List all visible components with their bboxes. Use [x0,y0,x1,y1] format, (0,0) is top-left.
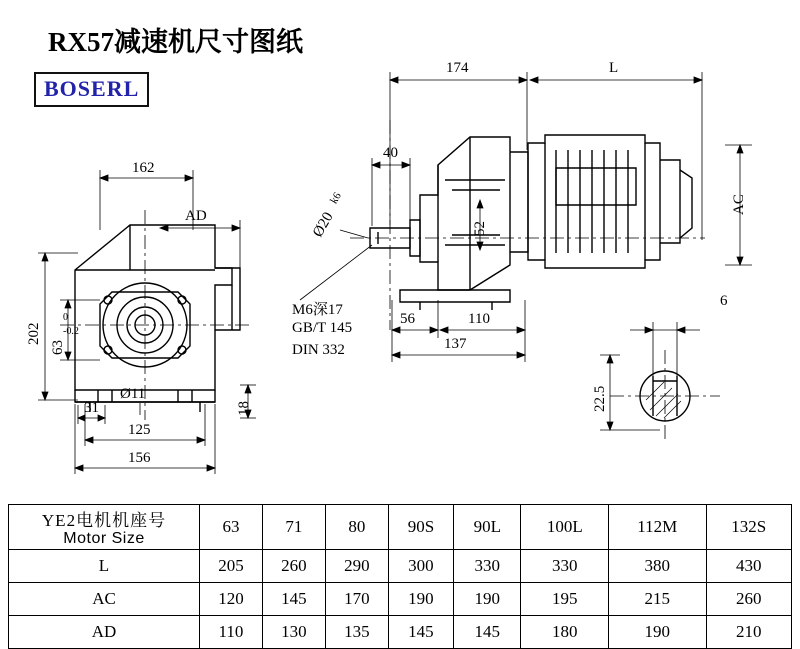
table-cell: 195 [521,583,609,616]
table-col-header: 90L [454,505,521,550]
note-gbt145: GB/T 145 [292,320,353,336]
dim-156: 156 [128,450,151,466]
table-col-header: 132S [706,505,792,550]
table-cell: 110 [200,616,263,649]
dim-d11: Ø11 [120,386,146,402]
table-cell: 190 [609,616,706,649]
table-cell: 145 [388,616,453,649]
dim-110: 110 [468,311,490,327]
dim-56: 56 [400,311,415,327]
table-col-header: 71 [262,505,325,550]
table-cell: 190 [388,583,453,616]
dim-137: 137 [444,336,467,352]
note-din332: DIN 332 [292,342,345,358]
table-cell: 330 [454,550,521,583]
table-cell: 120 [200,583,263,616]
dim-ad: AD [185,208,207,224]
page-title: RX57减速机尺寸图纸 [48,27,303,57]
dim-key-22-5: 22.5 [592,385,608,412]
table-row-label: AD [9,616,200,649]
brand-logo-text: BOSERL [44,76,140,101]
table-cell: 145 [454,616,521,649]
table-header-label-en: Motor Size [63,530,145,548]
table-cell: 260 [706,583,792,616]
table-cell: 180 [521,616,609,649]
table-cell: 170 [325,583,388,616]
table-header-label [9,505,200,550]
dim-40: 40 [383,145,398,161]
table-cell: 145 [262,583,325,616]
table-cell: 430 [706,550,792,583]
table-cell: 135 [325,616,388,649]
table-cell: 215 [609,583,706,616]
dim-ac: AC [731,194,747,215]
front-view-dimension-lines [300,72,752,362]
table-col-header: 63 [200,505,263,550]
table-row [9,550,792,583]
table-col-header: 112M [609,505,706,550]
table-cell: 380 [609,550,706,583]
left-view-geometry [75,225,240,412]
table-header-label-cn: YE2电机机座号 [41,511,167,531]
dim-63: 63 [50,340,66,355]
table-col-header: 90S [388,505,453,550]
table-cell: 210 [706,616,792,649]
table-col-header: 100L [521,505,609,550]
table-row-label: AC [9,583,200,616]
dim-63-tol-lower: -0.2 [63,326,79,337]
dim-125: 125 [128,422,151,438]
table-row [9,583,792,616]
dim-202: 202 [26,322,42,345]
left-view-centerlines [60,210,250,420]
table-cell: 205 [200,550,263,583]
dim-31: 31 [84,400,99,416]
table-body [9,505,792,649]
dim-63-tol-upper: 0 [63,312,68,323]
motor-size-table [8,504,792,649]
dim-shaft-d20: Ø20 [310,209,337,240]
table-cell: 190 [454,583,521,616]
table-col-header: 80 [325,505,388,550]
dim-162: 162 [132,160,155,176]
table-cell: 130 [262,616,325,649]
dim-52: 52 [472,221,488,236]
table-cell: 260 [262,550,325,583]
key-view-centerlines [610,350,720,440]
table-row [9,616,792,649]
front-view-geometry [370,135,692,310]
dim-key-6: 6 [720,293,728,309]
dim-L: L [609,60,619,76]
table-header-row [9,505,792,550]
table-cell: 300 [388,550,453,583]
table-cell: 330 [521,550,609,583]
table-cell: 290 [325,550,388,583]
note-m6: M6深17 [292,302,343,318]
dim-174: 174 [446,60,469,76]
dim-shaft-tol-k6: k6 [328,190,344,206]
table-row-label: L [9,550,200,583]
dim-18: 18 [236,401,252,416]
